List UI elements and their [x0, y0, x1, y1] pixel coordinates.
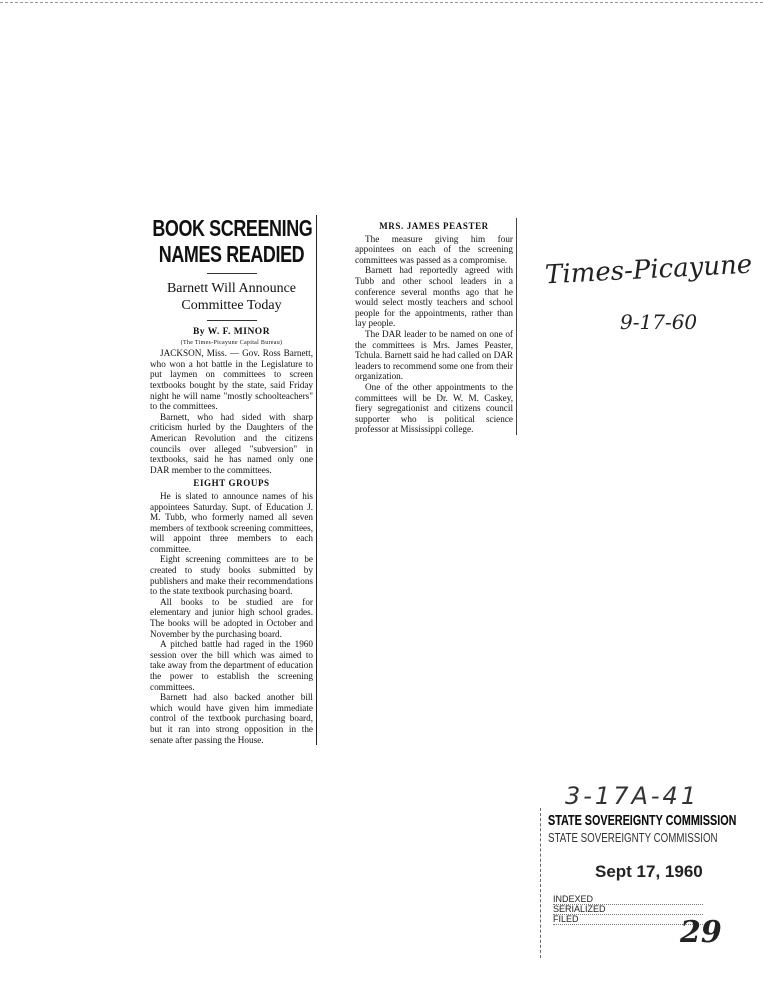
paragraph: He is slated to announce names of his appointees Saturday. Supt. of Education J. M. Tubb, who formerly named all seven members of textbook screening committees, will appoint three members to each committee.	[150, 490, 313, 554]
paragraph: Barnett, who had sided with sharp criticism hurled by the Daughters of the American Revolution and the citizens councils over alleged "subversion" in textbooks, said he has named only one DAR member to the committees.	[150, 411, 313, 475]
stamp-field: FILED	[553, 915, 703, 925]
stamp-field: SERIALIZED	[553, 905, 703, 915]
paragraph: Eight screening committees are to be created to study books submitted by publishers and make their recommendations to the state textbook purchasing board.	[150, 554, 313, 597]
deck-line-1: Barnett Will Announce	[166, 281, 297, 296]
subhead: MRS. JAMES PEASTER	[379, 221, 489, 231]
subhead: EIGHT GROUPS	[193, 478, 270, 489]
scan-edge	[0, 2, 763, 3]
paragraph: Barnett had reportedly agreed with Tubb and other school leaders in a conference several months ago that he would select mostly teachers and school people for the appointments, rather than lay people.	[355, 265, 513, 329]
article-column-left	[150, 215, 317, 745]
divider	[207, 320, 257, 321]
headline-line-2: NAMES READIED	[158, 241, 305, 267]
headline-line-1: BOOK SCREENING	[152, 215, 313, 241]
deck-line-2: Committee Today	[181, 298, 282, 313]
stamp-date: Sept 17, 1960	[595, 862, 703, 881]
article-column-right	[355, 218, 517, 435]
paragraph: The measure giving him four appointees on each of the screening committees was passed as a compromise.	[355, 233, 513, 265]
paragraph: JACKSON, Miss. — Gov. Ross Barnett, who won a hot battle in the Legislature to put laymen on committees to screen textbooks bought by the state, said Friday night he will name "mostly schoolteachers" to the committees.	[150, 348, 313, 412]
stamp-field: INDEXED	[553, 895, 703, 905]
file-number: 3-17A-41	[565, 782, 700, 810]
paragraph: A pitched battle had raged in the 1960 session over the bill which was aimed to take away from the department of education the power to establish the screening committees.	[150, 639, 313, 692]
paragraph: All books to be studied are for elementary and junior high school grades. The books will be adopted in October and November by the purchasing board.	[150, 596, 313, 639]
stamp-agency-echo: STATE SOVEREIGNTY COMMISSION	[548, 830, 718, 845]
bureau-credit: (The Times-Picayune Capital Bureau)	[180, 339, 283, 346]
handwritten-source: Times-Picayune	[544, 249, 753, 291]
paragraph: One of the other appointments to the committees will be Dr. W. M. Caskey, fiery segregationist and citizens council supporter who is political science professor at Mississippi college.	[355, 381, 513, 435]
handwritten-date: 9-17-60	[620, 310, 698, 334]
stamp-agency: STATE SOVEREIGNTY COMMISSION	[548, 812, 737, 829]
paragraph: Barnett had also backed another bill which would have given him immediate control of the textbook purchasing board, but it ran into strong opposition in the senate after passing the House.	[150, 692, 313, 745]
paragraph: The DAR leader to be named on one of the committees is Mrs. James Peaster, Tchula. Barnett said he had called on DAR leaders to recommend some one from their organization.	[355, 328, 513, 382]
stamp-initials: 29	[680, 915, 722, 950]
byline: By W. F. MINOR	[192, 327, 271, 337]
divider	[207, 273, 257, 274]
